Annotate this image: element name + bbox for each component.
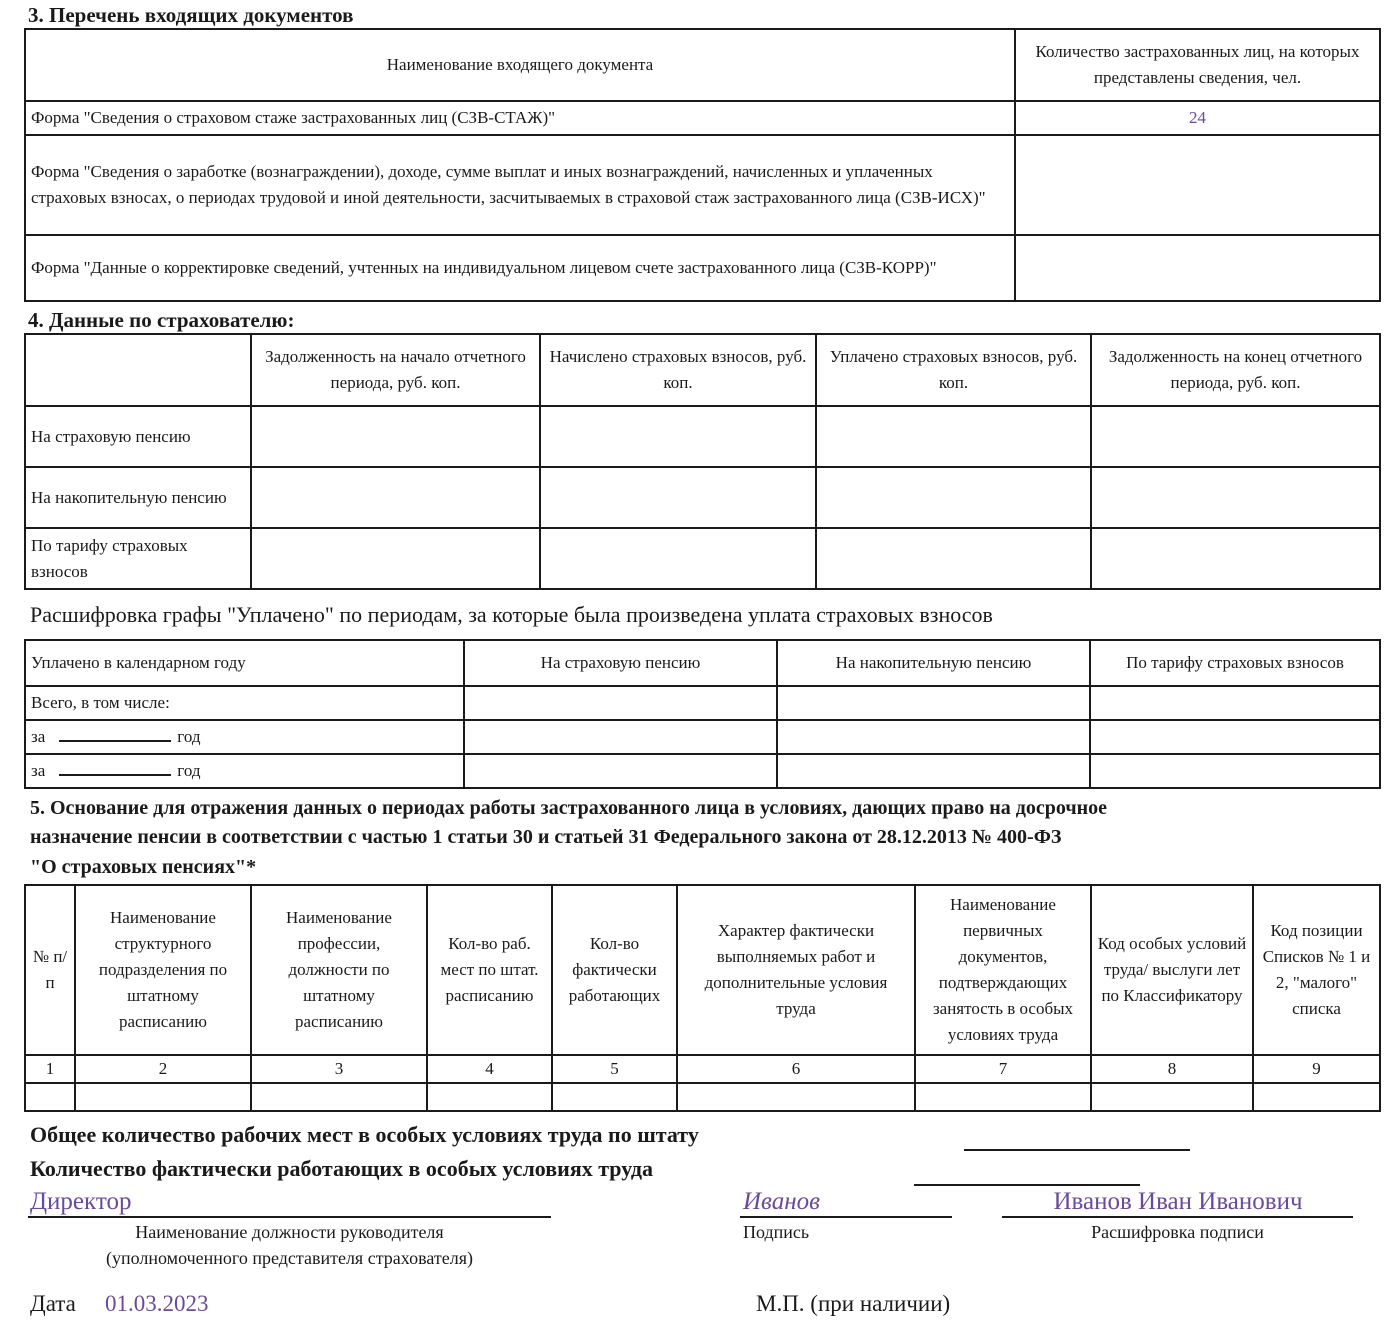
amount-cell[interactable] xyxy=(816,467,1091,528)
amount-cell[interactable] xyxy=(464,720,777,754)
signature-caption: Подпись xyxy=(743,1222,810,1242)
amount-cell[interactable] xyxy=(1091,467,1380,528)
amount-cell[interactable] xyxy=(777,754,1090,788)
amount-cell[interactable] xyxy=(1090,720,1380,754)
section5-title-3: "О страховых пенсиях"* xyxy=(30,856,257,878)
actual-workers-field[interactable] xyxy=(914,1169,1140,1186)
row-label-tariff: По тарифу страховых взносов xyxy=(25,528,251,589)
special-conditions-table xyxy=(24,884,1381,1112)
col-condition-code: Код особых условий труда/ выслуги лет по Классификатору xyxy=(1091,885,1253,1055)
amount-cell[interactable] xyxy=(540,406,816,467)
full-name-caption: Расшифровка подписи xyxy=(1091,1222,1264,1242)
doc-count-field[interactable]: 24 xyxy=(1015,101,1380,135)
data-cell[interactable] xyxy=(251,1083,427,1111)
col-work-nature: Характер фактически выполняемых работ и дополнительные условия труда xyxy=(677,885,915,1055)
col-profession: Наименование профессии, должности по штатному расписанию xyxy=(251,885,427,1055)
column-number: 7 xyxy=(915,1055,1091,1083)
col-department: Наименование структурного подразделения по штатному расписанию xyxy=(75,885,251,1055)
data-cell[interactable] xyxy=(25,1083,75,1111)
amount-cell[interactable] xyxy=(1091,406,1380,467)
amount-cell[interactable] xyxy=(540,528,816,589)
year-input[interactable] xyxy=(59,726,171,742)
amount-cell[interactable] xyxy=(1091,528,1380,589)
total-places-field[interactable] xyxy=(964,1134,1190,1151)
col-insured-count: Количество застрахованных лиц, на которых представлены сведения, чел. xyxy=(1015,29,1380,101)
col-paid-year: Уплачено в календарном году xyxy=(25,640,464,686)
amount-cell[interactable] xyxy=(464,754,777,788)
year-input[interactable] xyxy=(59,760,171,776)
doc-row-szv-stazh: Форма "Сведения о страховом стаже застрахованных лиц (СЗВ-СТАЖ)" xyxy=(25,101,1015,135)
amount-cell[interactable] xyxy=(777,720,1090,754)
full-name-line xyxy=(1002,1200,1353,1218)
col-primary-documents: Наименование первичных документов, подтверждающих занятость в особых условиях труда xyxy=(915,885,1091,1055)
amount-cell[interactable] xyxy=(251,528,540,589)
position-caption-line-2: (уполномоченного представителя страхователя) xyxy=(106,1248,473,1268)
period-prefix: за xyxy=(31,727,46,746)
position-value[interactable]: Директор xyxy=(30,1188,132,1215)
data-cell[interactable] xyxy=(1253,1083,1380,1111)
col-debt-end: Задолженность на конец отчетного периода, руб. коп. xyxy=(1091,334,1380,406)
position-line xyxy=(28,1200,551,1218)
date-label: Дата xyxy=(30,1291,76,1316)
col-actual-workers: Кол-во фактически работающих xyxy=(552,885,677,1055)
total-places-label: Общее количество рабочих мест в особых условиях труда по штату xyxy=(30,1122,699,1147)
doc-count-field[interactable] xyxy=(1015,235,1380,301)
column-number: 4 xyxy=(427,1055,552,1083)
data-cell[interactable] xyxy=(75,1083,251,1111)
column-number: 2 xyxy=(75,1055,251,1083)
full-name-value[interactable]: Иванов Иван Иванович xyxy=(1053,1188,1303,1215)
amount-cell[interactable] xyxy=(464,686,777,720)
col-staff-places: Кол-во раб. мест по штат. расписанию xyxy=(427,885,552,1055)
total-row-label: Всего, в том числе: xyxy=(25,686,464,720)
col-tariff: По тарифу страховых взносов xyxy=(1090,640,1380,686)
column-number: 6 xyxy=(677,1055,915,1083)
position-caption xyxy=(28,1219,551,1271)
section5-title-2: назначение пенсии в соответствии с частью 1 статьи 30 и статьей 31 Федерального закона от 28.12.2013 № 400-ФЗ xyxy=(30,826,1062,848)
column-number: 9 xyxy=(1253,1055,1380,1083)
date-value[interactable]: 01.03.2023 xyxy=(105,1291,209,1316)
period-prefix: за xyxy=(31,761,46,780)
doc-row-szv-korr: Форма "Данные о корректировке сведений, учтенных на индивидуальном лицевом счете застрахованного лица (СЗВ-КОРР)" xyxy=(25,235,1015,301)
doc-row-szv-isx: Форма "Сведения о заработке (вознаграждении), доходе, сумме выплат и иных вознаграждений, начисленных и уплаченных страховых взносах, о периодах трудовой и иной деятельности, засчитываемых в страховой стаж застрахованного лица (СЗВ-ИСХ)" xyxy=(25,135,1015,235)
paid-breakdown-table xyxy=(24,639,1381,789)
data-cell[interactable] xyxy=(552,1083,677,1111)
period-row-label xyxy=(25,754,464,788)
col-list-position-code: Код позиции Списков № 1 и 2, "малого" списка xyxy=(1253,885,1380,1055)
period-row-label xyxy=(25,720,464,754)
col-accrued: Начислено страховых взносов, руб. коп. xyxy=(540,334,816,406)
col-number: № п/п xyxy=(25,885,75,1055)
stamp-label: М.П. (при наличии) xyxy=(756,1291,951,1316)
col-funded-pension: На накопительную пенсию xyxy=(777,640,1090,686)
breakdown-title: Расшифровка графы "Уплачено" по периодам, за которые была произведена уплата страховых взносов xyxy=(30,602,993,627)
signature-value[interactable]: Иванов xyxy=(743,1188,820,1215)
data-cell[interactable] xyxy=(427,1083,552,1111)
amount-cell[interactable] xyxy=(777,686,1090,720)
doc-count-field[interactable] xyxy=(1015,135,1380,235)
column-number: 8 xyxy=(1091,1055,1253,1083)
data-cell[interactable] xyxy=(915,1083,1091,1111)
col-insurance-pension: На страховую пенсию xyxy=(464,640,777,686)
period-suffix: год xyxy=(177,761,201,780)
amount-cell[interactable] xyxy=(1090,686,1380,720)
section4-title: 4. Данные по страхователю: xyxy=(28,308,295,332)
amount-cell[interactable] xyxy=(1090,754,1380,788)
signature-line xyxy=(740,1200,952,1218)
actual-workers-label: Количество фактически работающих в особых условиях труда xyxy=(30,1156,653,1181)
row-label-funded-pension: На накопительную пенсию xyxy=(25,467,251,528)
amount-cell[interactable] xyxy=(251,406,540,467)
amount-cell[interactable] xyxy=(816,406,1091,467)
corner-cell xyxy=(25,334,251,406)
col-document-name: Наименование входящего документа xyxy=(25,29,1015,101)
amount-cell[interactable] xyxy=(251,467,540,528)
period-suffix: год xyxy=(177,727,201,746)
data-cell[interactable] xyxy=(1091,1083,1253,1111)
column-number: 3 xyxy=(251,1055,427,1083)
row-label-insurance-pension: На страховую пенсию xyxy=(25,406,251,467)
insurer-data-table xyxy=(24,333,1381,590)
section3-title: 3. Перечень входящих документов xyxy=(28,3,354,27)
data-cell[interactable] xyxy=(677,1083,915,1111)
col-paid: Уплачено страховых взносов, руб. коп. xyxy=(816,334,1091,406)
section5-title-1: 5. Основание для отражения данных о периодах работы застрахованного лица в условиях, дающих право на досрочное xyxy=(30,797,1108,819)
column-number: 5 xyxy=(552,1055,677,1083)
position-caption-line-1: Наименование должности руководителя xyxy=(135,1222,444,1242)
amount-cell[interactable] xyxy=(816,528,1091,589)
col-debt-start: Задолженность на начало отчетного периода, руб. коп. xyxy=(251,334,540,406)
incoming-documents-table xyxy=(24,28,1381,302)
column-number: 1 xyxy=(25,1055,75,1083)
amount-cell[interactable] xyxy=(540,467,816,528)
